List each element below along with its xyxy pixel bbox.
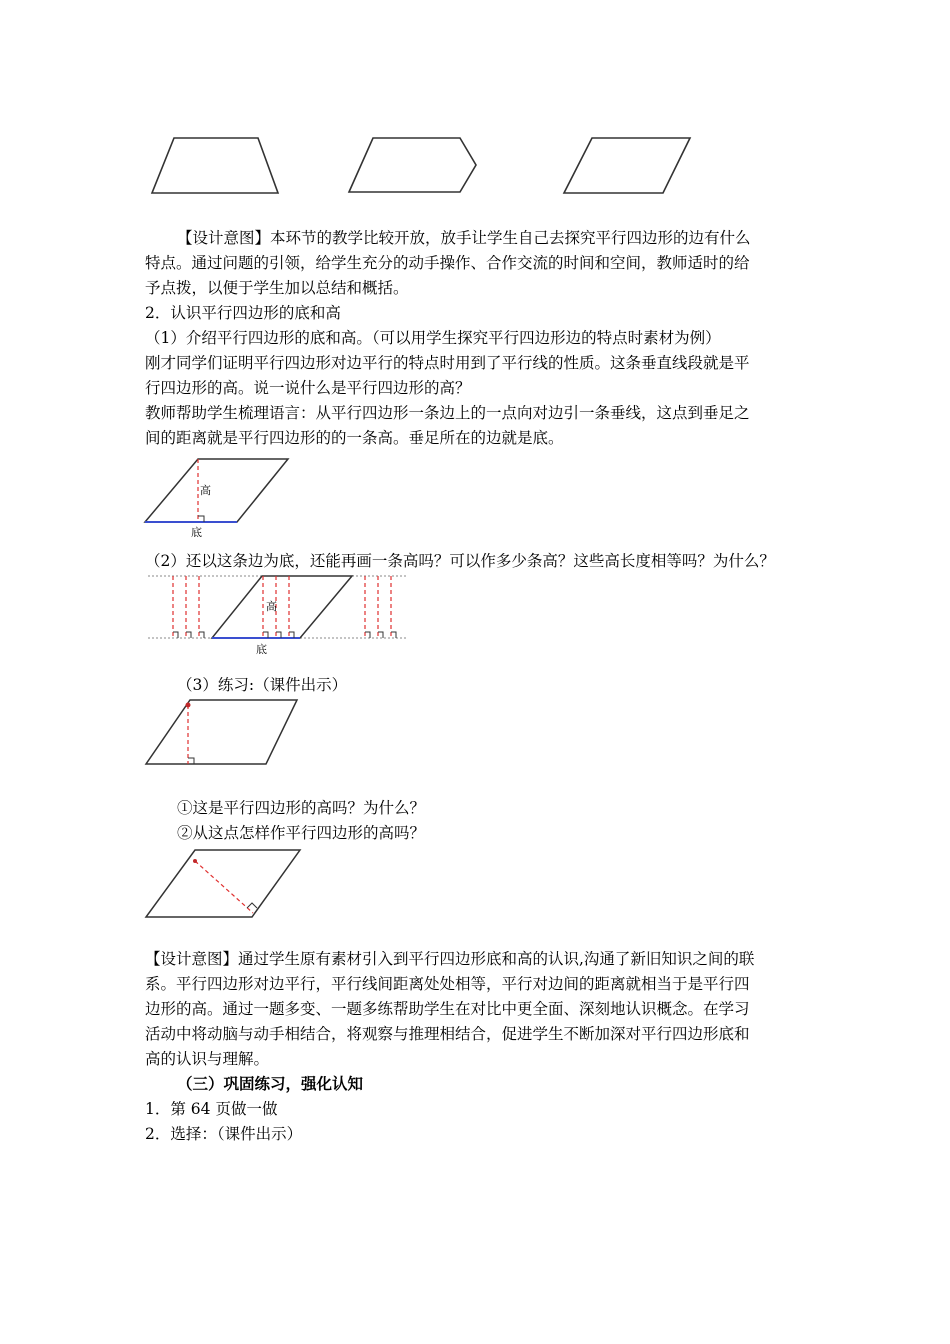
height-label: 高 (200, 484, 211, 497)
paragraph-line: 刚才同学们证明平行四边形对边平行的特点时用到了平行线的性质。这条垂直线段就是平 (145, 354, 750, 372)
paragraph-line: （1）介绍平行四边形的底和高。（可以用学生探究平行四边形边的特点时素材为例） (145, 329, 721, 347)
question-circle-1: ①这是平行四边形的高吗？为什么？ (177, 799, 426, 817)
exercise-3: （3）练习:（课件出示） (177, 676, 348, 694)
quadrilateral-shapes-figure (140, 130, 710, 205)
trapezoid-shape (152, 138, 278, 193)
design-intent-1: 【设计意图】本环节的教学比较开放，放手让学生自己去探究平行四边形的边有什么 (177, 229, 751, 247)
question-circle-2: ②从这点怎样作平行四边形的高吗？ (177, 824, 426, 842)
parallelogram-outline (146, 700, 297, 764)
paragraph-line: 间的距离就是平行四边形的的一条高。垂足所在的边就是底。 (145, 429, 564, 447)
paragraph-line: 特点。通过问题的引领，给学生充分的动手操作、合作交流的时间和空间，教师适时的给 (145, 254, 750, 272)
parallelogram-shape (564, 138, 690, 193)
height-label: 高 (266, 600, 277, 613)
paragraph-line: 系。平行四边形对边平行，平行线间距离处处相等，平行对边间的距离就相当于是平行四 (145, 975, 750, 993)
slanted-height-figure (140, 843, 305, 925)
exercise-item-2: 2．选择：（课件出示） (145, 1125, 303, 1143)
point-marker (186, 703, 191, 708)
parallelogram-outline (145, 459, 288, 522)
question-2: （2）还以这条边为底，还能再画一条高吗？可以作多少条高？这些高长度相等吗？为什么？ (145, 552, 775, 570)
height-lines (173, 576, 391, 638)
right-angle-mark (247, 903, 257, 908)
section-heading-3: （三）巩固练习，强化认知 (177, 1074, 364, 1093)
pentagon-shape (349, 138, 476, 192)
parallelogram-outline (146, 850, 300, 917)
exercise-parallelogram-figure (140, 693, 300, 773)
right-angle-mark (188, 758, 194, 764)
base-height-figure (140, 452, 300, 540)
point-marker (193, 859, 197, 863)
design-intent-2: 【设计意图】通过学生原有素材引入到平行四边形底和高的认识,沟通了新旧知识之间的联 (145, 950, 755, 968)
paragraph-line: 高的认识与理解。 (145, 1050, 270, 1068)
paragraph-line: 边形的高。通过一题多变、一题多练帮助学生在对比中更全面、深刻地认识概念。在学习 (145, 1000, 750, 1018)
height-line (195, 861, 253, 913)
paragraph-line: 教师帮助学生梳理语言：从平行四边形一条边上的一点向对边引一条垂线，这点到垂足之 (145, 404, 750, 422)
base-label: 底 (191, 526, 202, 539)
exercise-item-1: 1．第 64 页做一做 (145, 1100, 278, 1118)
parallelogram-outline (212, 576, 352, 638)
paragraph-line: 予点拨，以便于学生加以总结和概括。 (145, 279, 409, 297)
base-label: 底 (256, 643, 267, 656)
paragraph-line: 活动中将动脑与动手相结合，将观察与推理相结合，促进学生不断加深对平行四边形底和 (145, 1025, 750, 1043)
paragraph-line: 行四边形的高。说一说什么是平行四边形的高？ (145, 379, 471, 397)
section-heading: 2．认识平行四边形的底和高 (145, 304, 341, 322)
multiple-heights-figure (140, 570, 415, 660)
